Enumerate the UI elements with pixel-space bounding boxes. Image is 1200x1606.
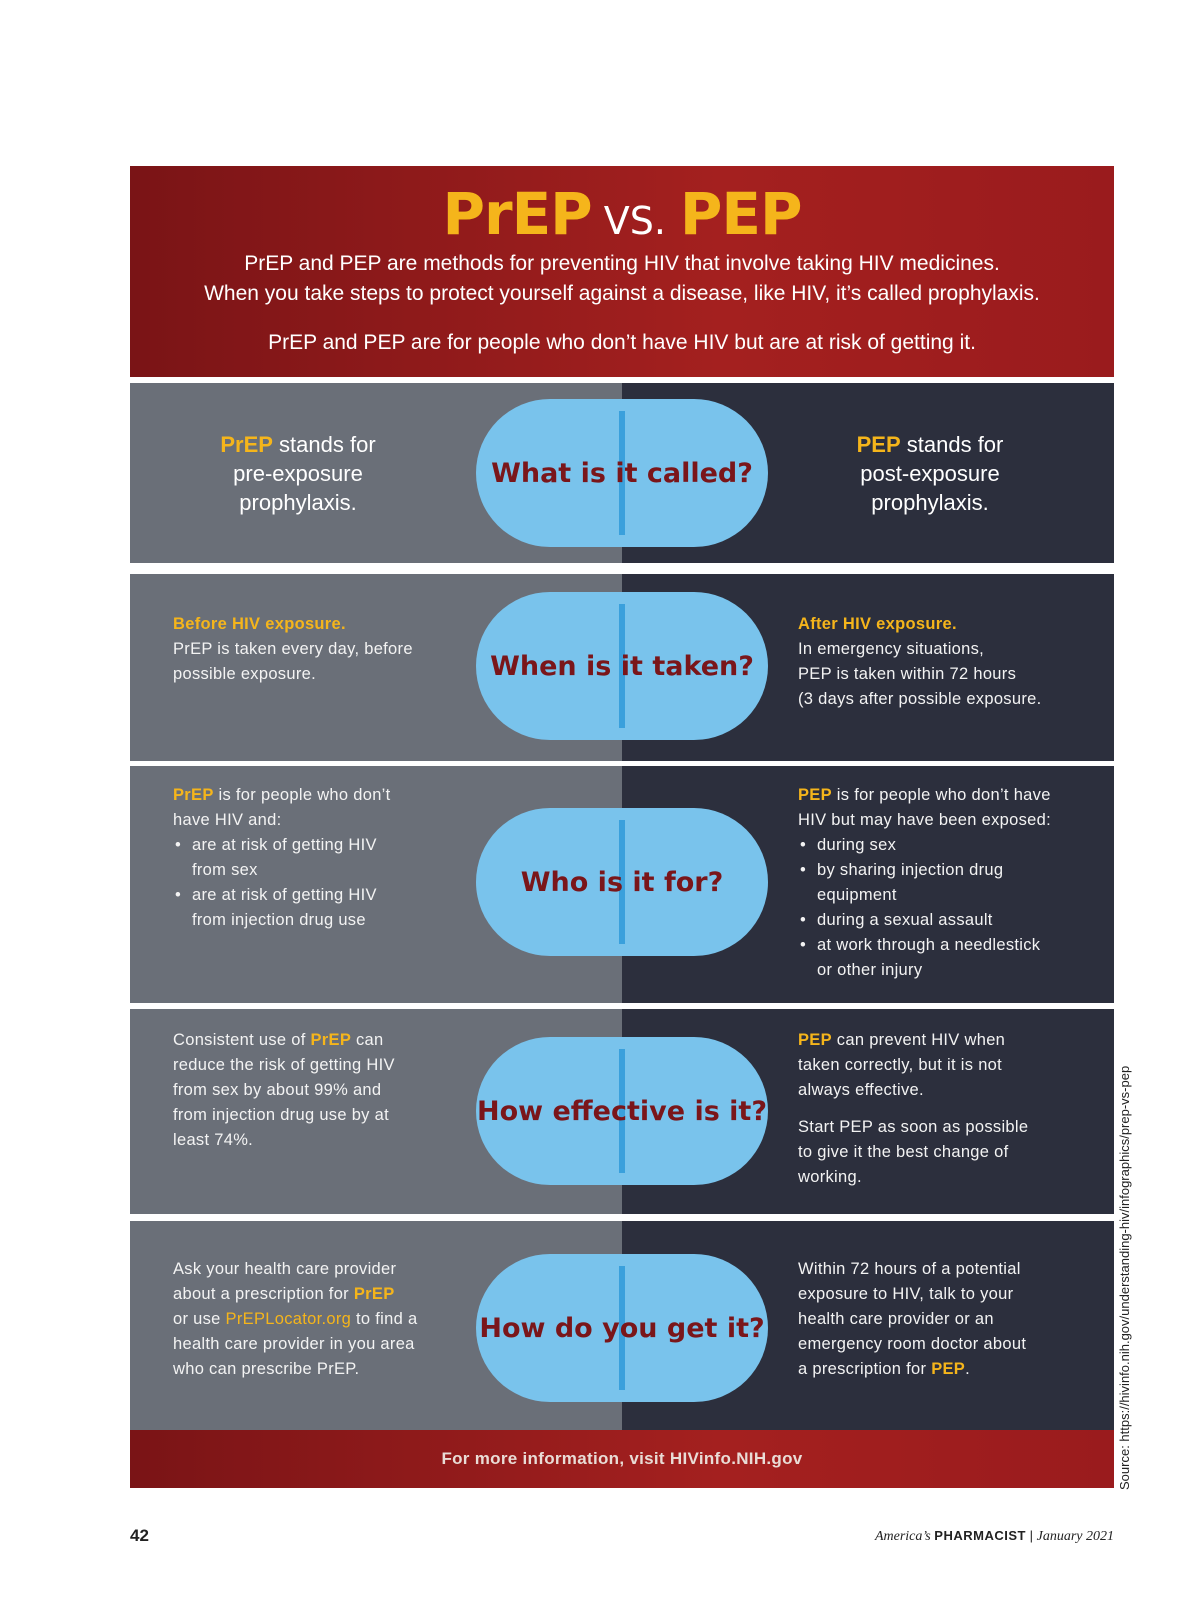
list-item: • are at risk of getting HIV from sex xyxy=(173,833,473,883)
pep-eligibility-list xyxy=(798,833,1098,983)
title-vs: VS. xyxy=(603,199,666,243)
row-how-effective xyxy=(130,1009,1114,1214)
preplocator-link[interactable]: PrEPLocator.org xyxy=(225,1310,352,1328)
pill-question-effective xyxy=(476,1037,768,1185)
list-item: • at work through a needlestick or other injury xyxy=(798,933,1098,983)
question-label: When is it taken? xyxy=(490,650,754,682)
prep-highlight: PrEP xyxy=(220,432,273,457)
row2-prep-heading: Before HIV exposure. xyxy=(173,615,346,633)
row-what-is-it-called xyxy=(130,383,1114,563)
list-item: • by sharing injection drug equipment xyxy=(798,858,1098,908)
row2-prep-text: Before HIV exposure. PrEP is taken every day, before possible exposure. xyxy=(173,612,473,687)
row2-pep-text: After HIV exposure. In emergency situations, PEP is taken within 72 hours (3 days after possible exposure. xyxy=(798,612,1098,712)
row-who-is-it-for xyxy=(130,766,1114,1003)
page-number: 42 xyxy=(130,1526,149,1545)
row3-prep-text: PrEP is for people who don’t have HIV and: • are at risk of getting HIV from sex • are at risk of getting HIV from injection drug use xyxy=(173,783,473,933)
row2-pep-heading: After HIV exposure. xyxy=(798,615,957,633)
question-label: How do you get it? xyxy=(479,1312,765,1344)
pill-question-called xyxy=(476,399,768,547)
question-label: Who is it for? xyxy=(520,866,724,898)
prep-eligibility-list xyxy=(173,833,473,933)
header-banner xyxy=(130,166,1114,377)
row3-pep-text: PEP is for people who don’t have HIV but may have been exposed: • during sex • by sharing injection drug equipment • during a sexual assault • at work through a needlestick or other injury xyxy=(798,783,1098,983)
list-item: • are at risk of getting HIV from injection drug use xyxy=(173,883,473,933)
pill-question-taken xyxy=(476,592,768,740)
list-item: • during sex xyxy=(798,833,1098,858)
intro-paragraph-2: PrEP and PEP are for people who don’t have HIV but are at risk of getting it. xyxy=(268,331,976,354)
row4-prep-text: Consistent use of PrEP can reduce the risk of getting HIV from sex by about 99% and from injection drug use by at least 74%. xyxy=(173,1031,395,1149)
intro-paragraph-1 xyxy=(130,249,1114,309)
list-item: • during a sexual assault xyxy=(798,908,1098,933)
intro-line-2: When you take steps to protect yourself against a disease, like HIV, it’s called prophylaxis. xyxy=(204,282,1040,305)
question-label: What is it called? xyxy=(491,457,753,489)
row-how-do-you-get-it xyxy=(130,1221,1114,1430)
footer-banner xyxy=(130,1430,1114,1488)
page-title xyxy=(130,180,1114,250)
source-citation: Source: https://hivinfo.nih.gov/understanding-hiv/infographics/prep-vs-pep xyxy=(1117,1065,1132,1490)
pill-question-for xyxy=(476,808,768,956)
row5-prep-text: Ask your health care provider about a prescription for PrEP or use PrEPLocator.org to find a health care provider in you area who can prescribe PrEP. xyxy=(173,1260,418,1378)
title-pep: PEP xyxy=(679,180,802,248)
pill-question-get xyxy=(476,1254,768,1402)
pep-highlight: PEP xyxy=(856,432,901,457)
magazine-masthead: America’s PHARMACIST | January 2021 xyxy=(874,1528,1114,1544)
row-when-is-it-taken xyxy=(130,574,1114,761)
row1-pep-text: PEP stands for post-exposure prophylaxis. xyxy=(856,432,1004,515)
infographic xyxy=(130,166,1114,1488)
footer-link-text[interactable]: For more information, visit HIVinfo.NIH.gov xyxy=(441,1449,803,1468)
row5-pep-text: Within 72 hours of a potential exposure to HIV, talk to your health care provider or an emergency room doctor about a prescription for PEP. xyxy=(798,1260,1027,1378)
row1-prep-text: PrEP stands for pre-exposure prophylaxis. xyxy=(220,432,376,515)
intro-line-1: PrEP and PEP are methods for preventing HIV that involve taking HIV medicines. xyxy=(244,252,1000,275)
title-prep: PrEP xyxy=(442,180,592,248)
row4-pep-text: PEP can prevent HIV when taken correctly, but it is not always effective. Start PEP as soon as possible to give it the best change of working. xyxy=(798,1031,1029,1186)
question-label: How effective is it? xyxy=(476,1095,767,1127)
